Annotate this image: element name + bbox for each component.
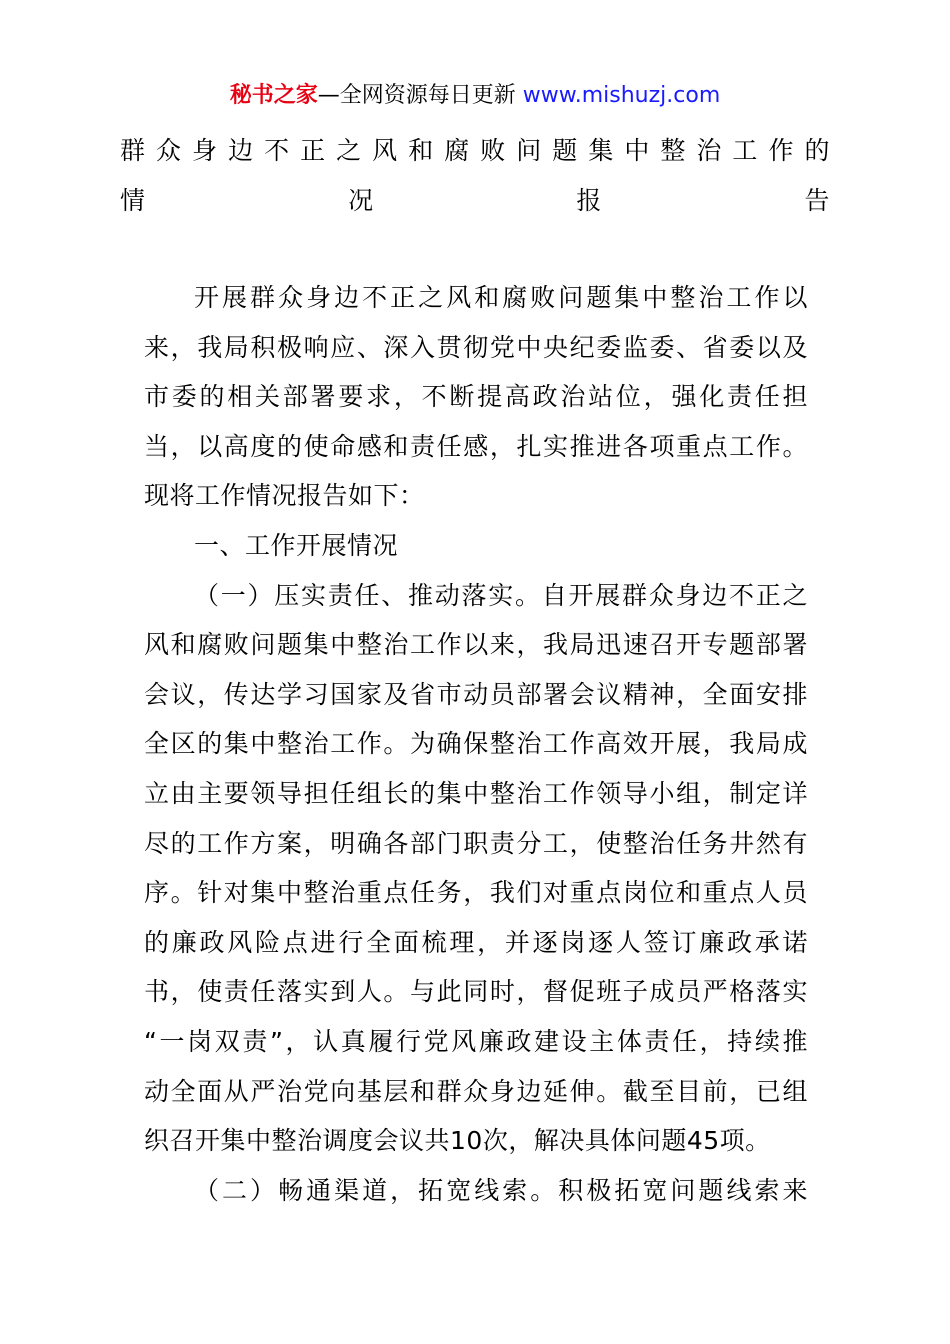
document-title — [120, 126, 830, 225]
paragraph-line: 序。针对集中整治重点任务，我们对重点岗位和重点人员 — [144, 878, 808, 908]
paragraph-line: （一）压实责任、推动落实。自开展群众身边不正之 — [194, 580, 808, 610]
paragraph-line: （二）畅通渠道，拓宽线索。积极拓宽问题线索来 — [194, 1175, 808, 1205]
paragraph-line: 书，使责任落实到人。与此同时，督促班子成员严格落实 — [144, 977, 808, 1007]
document-body — [144, 273, 808, 1215]
paragraph-line: 现将工作情况报告如下： — [144, 481, 425, 511]
paragraph-line: 尽的工作方案，明确各部门职责分工，使整治任务井然有 — [144, 828, 808, 858]
paragraph-line: 来，我局积极响应、深入贯彻党中央纪委监委、省委以及 — [144, 332, 808, 362]
title-line: 情况报告 — [120, 185, 830, 215]
site-tagline: —全网资源每日更新 — [317, 83, 523, 108]
paragraph-line: 全区的集中整治工作。为确保整治工作高效开展，我局成 — [144, 729, 808, 759]
paragraph-line: 当，以高度的使命感和责任感，扎实推进各项重点工作。 — [144, 431, 808, 461]
paragraph-line: 市委的相关部署要求，不断提高政治站位，强化责任担 — [144, 382, 808, 412]
paragraph-line: 织召开集中整治调度会议共10次，解决具体问题45项。 — [144, 1126, 771, 1156]
paragraph-line: 动全面从严治党向基层和群众身边延伸。截至目前，已组 — [144, 1076, 808, 1106]
site-header — [0, 80, 950, 112]
section-heading: 一、工作开展情况 — [194, 530, 399, 560]
paragraph-line: 立由主要领导担任组长的集中整治工作领导小组，制定详 — [144, 778, 808, 808]
paragraph-line: 开展群众身边不正之风和腐败问题集中整治工作以 — [194, 283, 808, 312]
paragraph-line: 的廉政风险点进行全面梳理，并逐岗逐人签订廉政承诺 — [144, 927, 808, 957]
paragraph-line: “一岗双责”，认真履行党风廉政建设主体责任，持续推 — [144, 1026, 808, 1056]
paragraph-line: 风和腐败问题集中整治工作以来，我局迅速召开专题部署 — [144, 630, 808, 660]
brand-name: 秘书之家 — [229, 83, 318, 108]
title-line: 群众身边不正之风和腐败问题集中整治工作的 — [120, 136, 830, 165]
site-url[interactable]: www.mishuzj.com — [522, 83, 721, 108]
paragraph-line: 会议，传达学习国家及省市动员部署会议精神，全面安排 — [144, 679, 808, 709]
